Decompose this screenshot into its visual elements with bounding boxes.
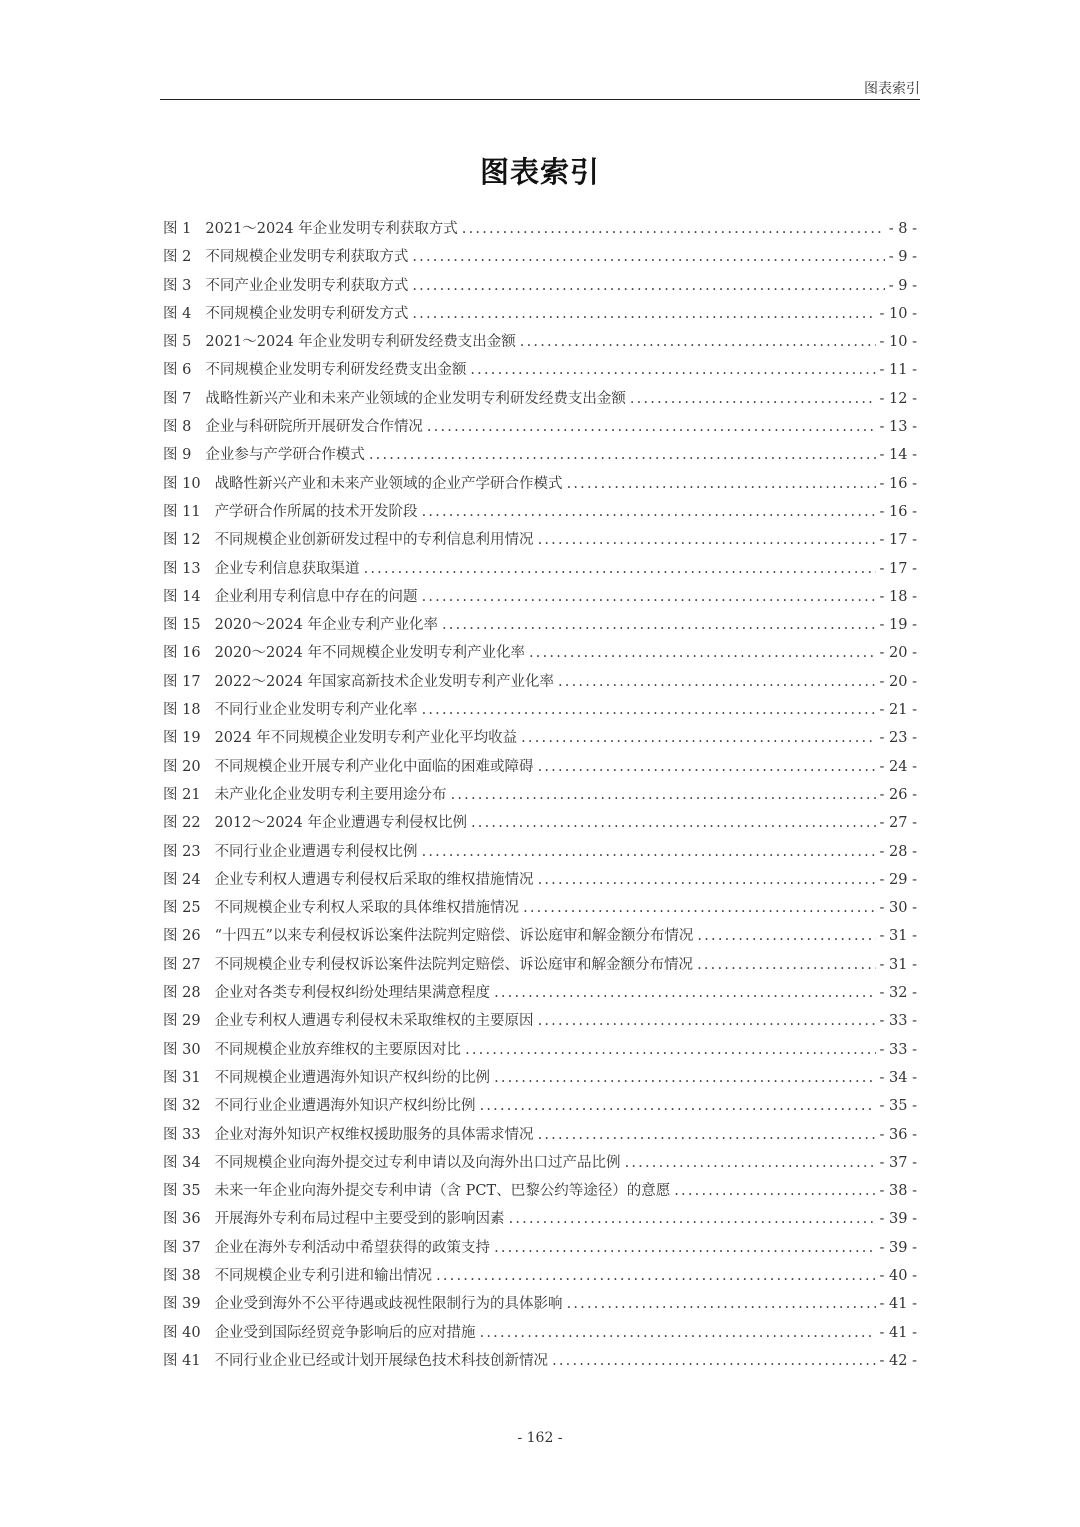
figure-label: 图 11: [163, 503, 201, 520]
figure-title: 不同规模企业发明专利研发经费支出金额: [205, 362, 467, 379]
toc-entry[interactable]: [163, 443, 917, 471]
toc-entry[interactable]: [163, 1207, 917, 1235]
dot-leader: [520, 334, 876, 350]
page-ref: - 20 -: [879, 673, 917, 690]
toc-entry[interactable]: [163, 1236, 917, 1264]
page-ref: - 20 -: [879, 645, 917, 662]
figure-title: “十四五”以来专利侵权诉讼案件法院判定赔偿、诉讼庭审和解金额分布情况: [214, 928, 694, 945]
toc-entry[interactable]: [163, 726, 917, 754]
toc-entry[interactable]: [163, 811, 917, 839]
toc-entry[interactable]: [163, 1321, 917, 1349]
page-ref: - 23 -: [879, 730, 917, 747]
dot-leader: [465, 1042, 875, 1058]
figure-label: 图 10: [163, 475, 201, 492]
page-ref: - 29 -: [879, 871, 917, 888]
toc-entry[interactable]: [163, 330, 917, 358]
toc-entry[interactable]: [163, 840, 917, 868]
dot-leader: [494, 1240, 875, 1256]
page-ref: - 38 -: [879, 1183, 917, 1200]
figure-title: 2012～2024 年企业遭遇专利侵权比例: [214, 815, 467, 832]
figure-label: 图 8: [163, 419, 192, 436]
page-ref: - 12 -: [879, 390, 917, 407]
dot-leader: [521, 730, 875, 746]
dot-leader: [558, 674, 876, 690]
page-ref: - 41 -: [879, 1296, 917, 1313]
toc-entry[interactable]: [163, 698, 917, 726]
figure-title: 2021～2024 年企业发明专利研发经费支出金额: [205, 334, 516, 351]
toc-entry[interactable]: [163, 1123, 917, 1151]
dot-leader: [630, 391, 876, 407]
figure-title: 2020～2024 年不同规模企业发明专利产业化率: [214, 645, 525, 662]
figure-title: 开展海外专利布局过程中主要受到的影响因素: [214, 1211, 505, 1228]
dot-leader: [538, 759, 876, 775]
page-ref: - 33 -: [879, 1041, 917, 1058]
figure-title: 不同规模企业发明专利获取方式: [205, 249, 409, 266]
dot-leader: [494, 1070, 875, 1086]
figure-label: 图 20: [163, 758, 201, 775]
toc-entry[interactable]: [163, 896, 917, 924]
dot-leader: [470, 362, 875, 378]
dot-leader: [422, 702, 876, 718]
figure-title: 战略性新兴产业和未来产业领域的企业发明专利研发经费支出金额: [205, 390, 626, 407]
dot-leader: [412, 306, 875, 322]
figure-label: 图 14: [163, 588, 201, 605]
figure-title: 不同规模企业专利侵权诉讼案件法院判定赔偿、诉讼庭审和解金额分布情况: [214, 956, 694, 973]
figure-label: 图 21: [163, 786, 201, 803]
figure-title: 不同规模企业放弃维权的主要原因对比: [214, 1041, 462, 1058]
page-ref: - 31 -: [879, 956, 917, 973]
figure-label: 图 40: [163, 1324, 201, 1341]
figure-title: 不同行业企业遭遇专利侵权比例: [214, 843, 418, 860]
figure-title: 未来一年企业向海外提交专利申请（含 PCT、巴黎公约等途径）的意愿: [214, 1183, 671, 1200]
figure-label: 图 18: [163, 702, 201, 719]
page-ref: - 17 -: [879, 532, 917, 549]
page-ref: - 31 -: [879, 928, 917, 945]
toc-entry[interactable]: [163, 981, 917, 1009]
page-ref: - 8 -: [888, 221, 917, 237]
page-ref: - 36 -: [879, 1126, 917, 1143]
page-title: 图表索引: [479, 155, 600, 189]
figure-title: 不同规模企业专利权人采取的具体维权措施情况: [214, 900, 520, 917]
figure-label: 图 6: [163, 362, 192, 379]
page-ref: - 26 -: [879, 786, 917, 803]
figure-index-list: [163, 217, 917, 1377]
figure-label: 图 34: [163, 1154, 201, 1171]
page-ref: - 14 -: [879, 447, 917, 464]
toc-entry[interactable]: [163, 1094, 917, 1122]
dot-leader: [451, 787, 876, 803]
dot-leader: [567, 1296, 876, 1312]
figure-label: 图 23: [163, 843, 201, 860]
toc-entry[interactable]: [163, 1349, 917, 1377]
page-ref: - 19 -: [879, 617, 917, 634]
page-ref: - 16 -: [879, 503, 917, 520]
page-ref: - 41 -: [879, 1324, 917, 1341]
figure-label: 图 33: [163, 1126, 201, 1143]
figure-label: 图 29: [163, 1013, 201, 1030]
page-ref: - 10 -: [879, 334, 917, 351]
figure-title: 不同规模企业开展专利产业化中面临的困难或障碍: [214, 758, 534, 775]
page-ref: - 9 -: [888, 277, 917, 294]
figure-label: 图 38: [163, 1267, 201, 1284]
toc-entry[interactable]: [163, 1264, 917, 1292]
toc-entry[interactable]: [163, 1151, 917, 1179]
toc-entry[interactable]: [163, 585, 917, 613]
figure-title: 企业在海外专利活动中希望获得的政策支持: [214, 1239, 491, 1256]
page-ref: - 33 -: [879, 1013, 917, 1030]
dot-leader: [509, 1211, 876, 1227]
figure-title: 企业参与产学研合作模式: [205, 447, 365, 464]
figure-label: 图 1: [163, 221, 192, 237]
dot-leader: [480, 1098, 876, 1114]
toc-entry[interactable]: [163, 274, 917, 302]
toc-entry[interactable]: [163, 217, 917, 245]
figure-label: 图 39: [163, 1296, 201, 1313]
page-ref: - 39 -: [879, 1239, 917, 1256]
page-ref: - 40 -: [879, 1267, 917, 1284]
page-number: - 162 -: [517, 1430, 563, 1446]
page-ref: - 35 -: [879, 1098, 917, 1115]
header-rule: [160, 99, 920, 100]
figure-label: 图 26: [163, 928, 201, 945]
toc-entry[interactable]: [163, 924, 917, 952]
figure-title: 企业与科研院所开展研发合作情况: [205, 419, 423, 436]
toc-entry[interactable]: [163, 500, 917, 528]
toc-entry[interactable]: [163, 1038, 917, 1066]
figure-label: 图 24: [163, 871, 201, 888]
toc-entry[interactable]: [163, 1009, 917, 1037]
figure-label: 图 28: [163, 985, 201, 1002]
figure-title: 产学研合作所属的技术开发阶段: [214, 503, 418, 520]
toc-entry[interactable]: [163, 528, 917, 556]
page-ref: - 17 -: [879, 560, 917, 577]
figure-title: 不同行业企业发明专利产业化率: [214, 702, 418, 719]
dot-leader: [538, 532, 876, 548]
figure-label: 图 27: [163, 956, 201, 973]
dot-leader: [480, 1325, 876, 1341]
figure-title: 2020～2024 年企业专利产业化率: [214, 617, 438, 634]
toc-entry[interactable]: [163, 245, 917, 273]
page-ref: - 13 -: [879, 419, 917, 436]
dot-leader: [427, 419, 876, 435]
figure-label: 图 32: [163, 1098, 201, 1115]
dot-leader: [422, 844, 876, 860]
page-ref: - 21 -: [879, 702, 917, 719]
dot-leader: [412, 278, 884, 294]
figure-title: 企业专利权人遭遇专利侵权未采取维权的主要原因: [214, 1013, 534, 1030]
figure-title: 企业专利权人遭遇专利侵权后采取的维权措施情况: [214, 871, 534, 888]
dot-leader: [369, 447, 876, 463]
toc-entry[interactable]: [163, 557, 917, 585]
figure-label: 图 36: [163, 1211, 201, 1228]
page-ref: - 24 -: [879, 758, 917, 775]
toc-entry[interactable]: [163, 358, 917, 386]
dot-leader: [494, 985, 875, 1001]
toc-entry[interactable]: [163, 1292, 917, 1320]
figure-label: 图 31: [163, 1069, 201, 1086]
figure-title: 企业专利信息获取渠道: [214, 560, 360, 577]
dot-leader: [523, 900, 875, 916]
toc-entry[interactable]: [163, 302, 917, 330]
figure-title: 2021～2024 年企业发明专利获取方式: [205, 221, 458, 237]
page-ref: - 11 -: [879, 362, 917, 379]
toc-entry[interactable]: [163, 868, 917, 896]
figure-label: 图 16: [163, 645, 201, 662]
figure-title: 企业对海外知识产权维权援助服务的具体需求情况: [214, 1126, 534, 1143]
figure-title: 企业利用专利信息中存在的问题: [214, 588, 418, 605]
figure-label: 图 30: [163, 1041, 201, 1058]
figure-title: 战略性新兴产业和未来产业领域的企业产学研合作模式: [214, 475, 563, 492]
page-ref: - 39 -: [879, 1211, 917, 1228]
toc-entry[interactable]: [163, 953, 917, 981]
figure-label: 图 12: [163, 532, 201, 549]
page-ref: - 34 -: [879, 1069, 917, 1086]
page-ref: - 37 -: [879, 1154, 917, 1171]
figure-title: 企业受到国际经贸竞争影响后的应对措施: [214, 1324, 476, 1341]
dot-leader: [538, 872, 876, 888]
toc-entry[interactable]: [163, 472, 917, 500]
page-ref: - 16 -: [879, 475, 917, 492]
toc-entry[interactable]: [163, 387, 917, 415]
page-ref: - 9 -: [888, 249, 917, 266]
figure-label: 图 22: [163, 815, 201, 832]
figure-title: 不同规模企业专利引进和输出情况: [214, 1267, 433, 1284]
dot-leader: [471, 815, 876, 831]
figure-title: 2024 年不同规模企业发明专利产业化平均收益: [214, 730, 518, 747]
dot-leader: [529, 645, 876, 661]
toc-entry[interactable]: [163, 1066, 917, 1094]
toc-entry[interactable]: [163, 415, 917, 443]
figure-label: 图 25: [163, 900, 201, 917]
dot-leader: [625, 1155, 876, 1171]
figure-label: 图 4: [163, 305, 192, 322]
figure-title: 企业受到海外不公平待遇或歧视性限制行为的具体影响: [214, 1296, 563, 1313]
toc-entry[interactable]: [163, 670, 917, 698]
figure-label: 图 2: [163, 249, 192, 266]
figure-label: 图 15: [163, 617, 201, 634]
figure-label: 图 37: [163, 1239, 201, 1256]
page-ref: - 42 -: [879, 1352, 917, 1369]
toc-entry[interactable]: [163, 613, 917, 641]
figure-label: 图 13: [163, 560, 201, 577]
dot-leader: [697, 928, 875, 944]
dot-leader: [436, 1268, 875, 1284]
dot-leader: [567, 476, 876, 492]
dot-leader: [412, 249, 884, 265]
figure-label: 图 41: [163, 1352, 201, 1369]
dot-leader: [422, 589, 876, 605]
dot-leader: [538, 1013, 876, 1029]
figure-title: 不同规模企业创新研发过程中的专利信息利用情况: [214, 532, 534, 549]
figure-label: 图 9: [163, 447, 192, 464]
dot-leader: [697, 957, 875, 973]
toc-entry[interactable]: [163, 641, 917, 669]
figure-title: 未产业化企业发明专利主要用途分布: [214, 786, 447, 803]
page-ref: - 27 -: [879, 815, 917, 832]
running-header: 图表索引: [864, 81, 920, 97]
dot-leader: [538, 1127, 876, 1143]
figure-label: 图 17: [163, 673, 201, 690]
figure-title: 企业对各类专利侵权纠纷处理结果满意程度: [214, 985, 491, 1002]
figure-title: 不同规模企业遭遇海外知识产权纠纷的比例: [214, 1069, 491, 1086]
toc-entry[interactable]: [163, 755, 917, 783]
page-ref: - 32 -: [879, 985, 917, 1002]
figure-title: 不同行业企业已经或计划开展绿色技术科技创新情况: [214, 1352, 549, 1369]
page-ref: - 28 -: [879, 843, 917, 860]
figure-title: 不同规模企业发明专利研发方式: [205, 305, 409, 322]
figure-label: 图 19: [163, 730, 201, 747]
figure-label: 图 7: [163, 390, 192, 407]
dot-leader: [364, 561, 876, 577]
page-ref: - 18 -: [879, 588, 917, 605]
dot-leader: [462, 221, 885, 237]
dot-leader: [674, 1183, 875, 1199]
figure-label: 图 35: [163, 1183, 201, 1200]
figure-title: 不同规模企业向海外提交过专利申请以及向海外出口过产品比例: [214, 1154, 621, 1171]
dot-leader: [422, 504, 876, 520]
figure-title: 2022～2024 年国家高新技术企业发明专利产业化率: [214, 673, 554, 690]
page-ref: - 10 -: [879, 305, 917, 322]
dot-leader: [552, 1353, 875, 1369]
dot-leader: [442, 617, 876, 633]
figure-title: 不同产业企业发明专利获取方式: [205, 277, 409, 294]
figure-label: 图 5: [163, 334, 192, 351]
page-ref: - 30 -: [879, 900, 917, 917]
toc-entry[interactable]: [163, 783, 917, 811]
figure-title: 不同行业企业遭遇海外知识产权纠纷比例: [214, 1098, 476, 1115]
figure-label: 图 3: [163, 277, 192, 294]
toc-entry[interactable]: [163, 1179, 917, 1207]
